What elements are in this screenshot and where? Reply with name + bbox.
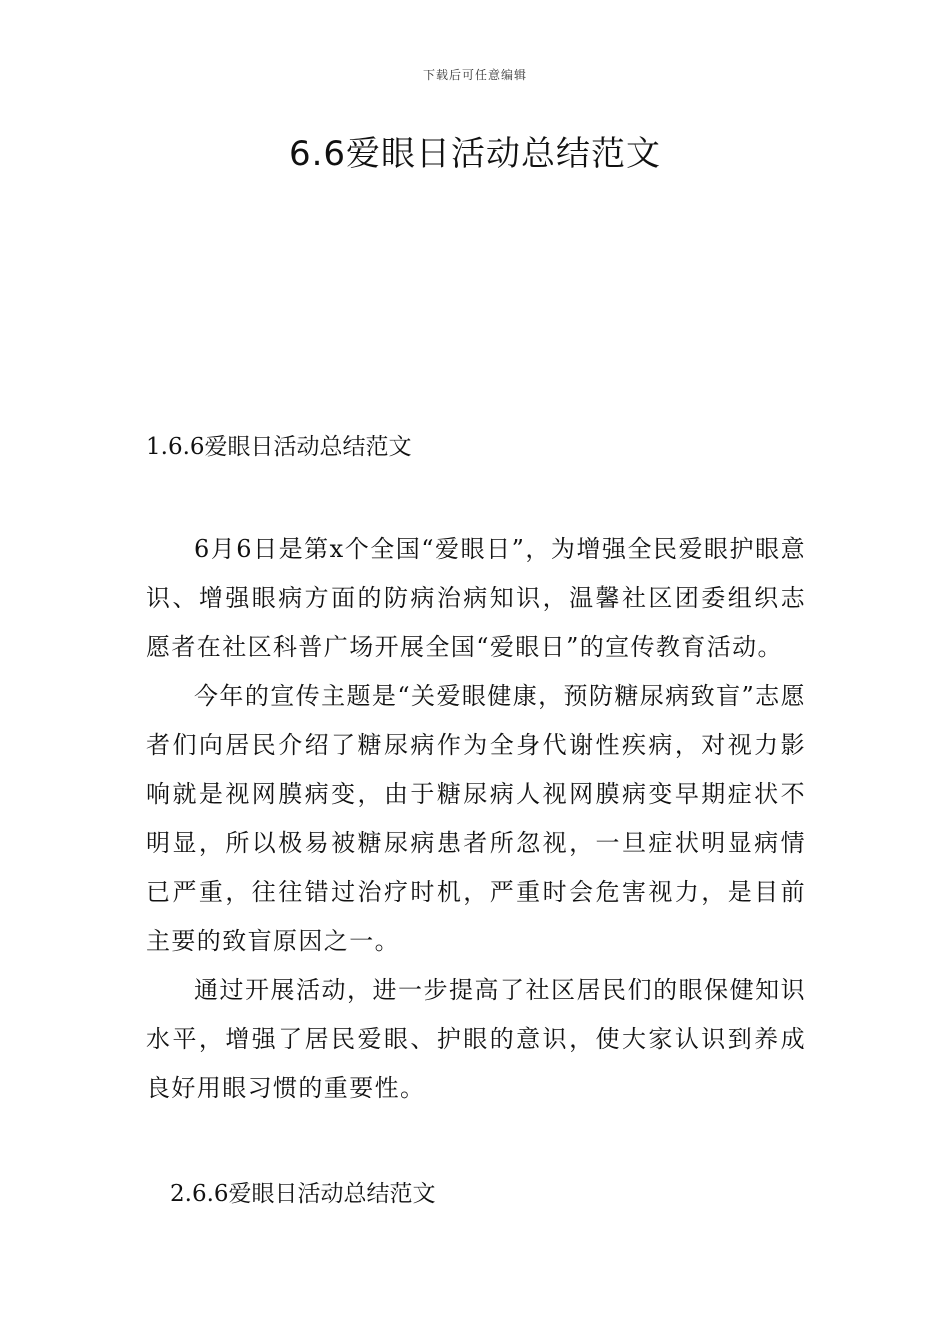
section-1-body: [146, 525, 806, 1113]
paragraph: 通过开展活动，进一步提高了社区居民们的眼保健知识水平，增强了居民爱眼、护眼的意识，使大家认识到养成良好用眼习惯的重要性。: [146, 976, 806, 1102]
section-heading-2: 2.6.6爱眼日活动总结范文: [170, 1181, 436, 1207]
document-title: 6.6爱眼日活动总结范文: [288, 134, 662, 174]
section-heading-1: 1.6.6爱眼日活动总结范文: [146, 434, 412, 460]
paragraph: 今年的宣传主题是“关爱眼健康，预防糖尿病致盲”志愿者们向居民介绍了糖尿病作为全身代谢性疾病，对视力影响就是视网膜病变，由于糖尿病人视网膜病变早期症状不明显，所以极易被糖尿病患者所忽视，一旦症状明显病情已严重，往往错过治疗时机，严重时会危害视力，是目前主要的致盲原因之一。: [146, 682, 806, 955]
paragraph: 6月6日是第x个全国“爱眼日”，为增强全民爱眼护眼意识、增强眼病方面的防病治病知识，温馨社区团委组织志愿者在社区科普广场开展全国“爱眼日”的宣传教育活动。: [146, 535, 806, 661]
header-note: 下载后可任意编辑: [422, 68, 527, 82]
